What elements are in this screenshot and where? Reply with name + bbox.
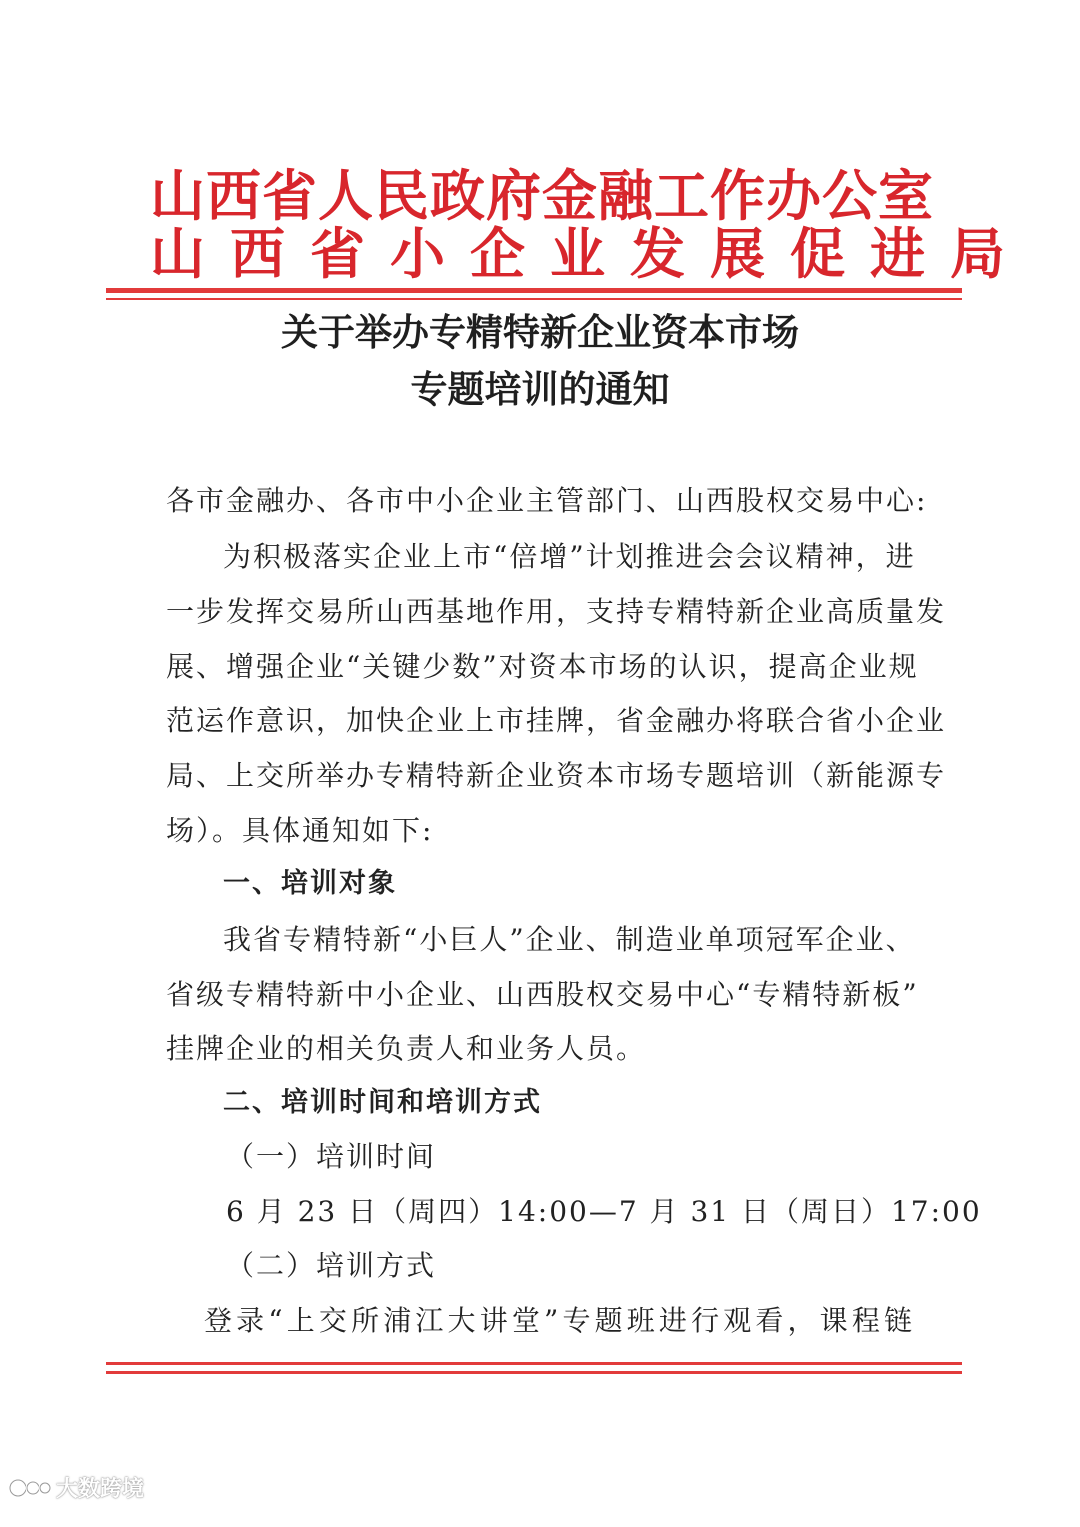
training-method-line-1: 登录“上交所浦江大讲堂”专题班进行观看，课程链 xyxy=(204,1304,914,1337)
document-title-line-1: 关于举办专精特新企业资本市场 xyxy=(281,310,799,354)
intro-line-1: 为积极落实企业上市“倍增”计划推进会会议精神，进 xyxy=(223,540,916,573)
letterhead-rule-thin xyxy=(106,298,962,300)
section-1-heading: 一、培训对象 xyxy=(223,868,397,899)
watermark-text: 大数跨境 xyxy=(56,1477,145,1502)
intro-line-6: 场）。具体通知如下: xyxy=(166,814,434,847)
document-title-line-2: 专题培训的通知 xyxy=(410,367,670,411)
section-1-line-1: 我省专精特新“小巨人”企业、制造业单项冠军企业、 xyxy=(223,923,916,956)
letterhead-line-2: 山西省小企业发展促进局 xyxy=(150,221,1031,286)
letterhead-line-1: 山西省人民政府金融工作办公室 xyxy=(150,163,935,228)
addressee: 各市金融办、各市中小企业主管部门、山西股权交易中心: xyxy=(166,484,928,517)
section-1-line-2: 省级专精特新中小企业、山西股权交易中心“专精特新板” xyxy=(166,978,919,1011)
subsection-1-heading: （一）培训时间 xyxy=(226,1140,437,1173)
training-time: 6 月 23 日（周四）14:00—7 月 31 日（周日）17:00 xyxy=(226,1195,982,1228)
section-1-line-3: 挂牌企业的相关负责人和业务人员。 xyxy=(166,1032,647,1065)
watermark xyxy=(8,1472,144,1503)
footer-rule-bottom xyxy=(106,1371,962,1374)
intro-line-4: 范运作意识，加快企业上市挂牌，省金融办将联合省小企业 xyxy=(166,704,947,737)
logo-icon xyxy=(8,1475,52,1501)
section-2-heading: 二、培训时间和培训方式 xyxy=(223,1087,542,1118)
intro-line-3: 展、增强企业“关键少数”对资本市场的认识，提高企业规 xyxy=(166,650,919,683)
subsection-2-heading: （二）培训方式 xyxy=(226,1249,437,1282)
letterhead-rule-thick xyxy=(106,288,962,293)
footer-rule-top xyxy=(106,1362,962,1365)
intro-line-2: 一步发挥交易所山西基地作用，支持专精特新企业高质量发 xyxy=(166,595,947,628)
intro-line-5: 局、上交所举办专精特新企业资本市场专题培训（新能源专 xyxy=(166,759,947,792)
